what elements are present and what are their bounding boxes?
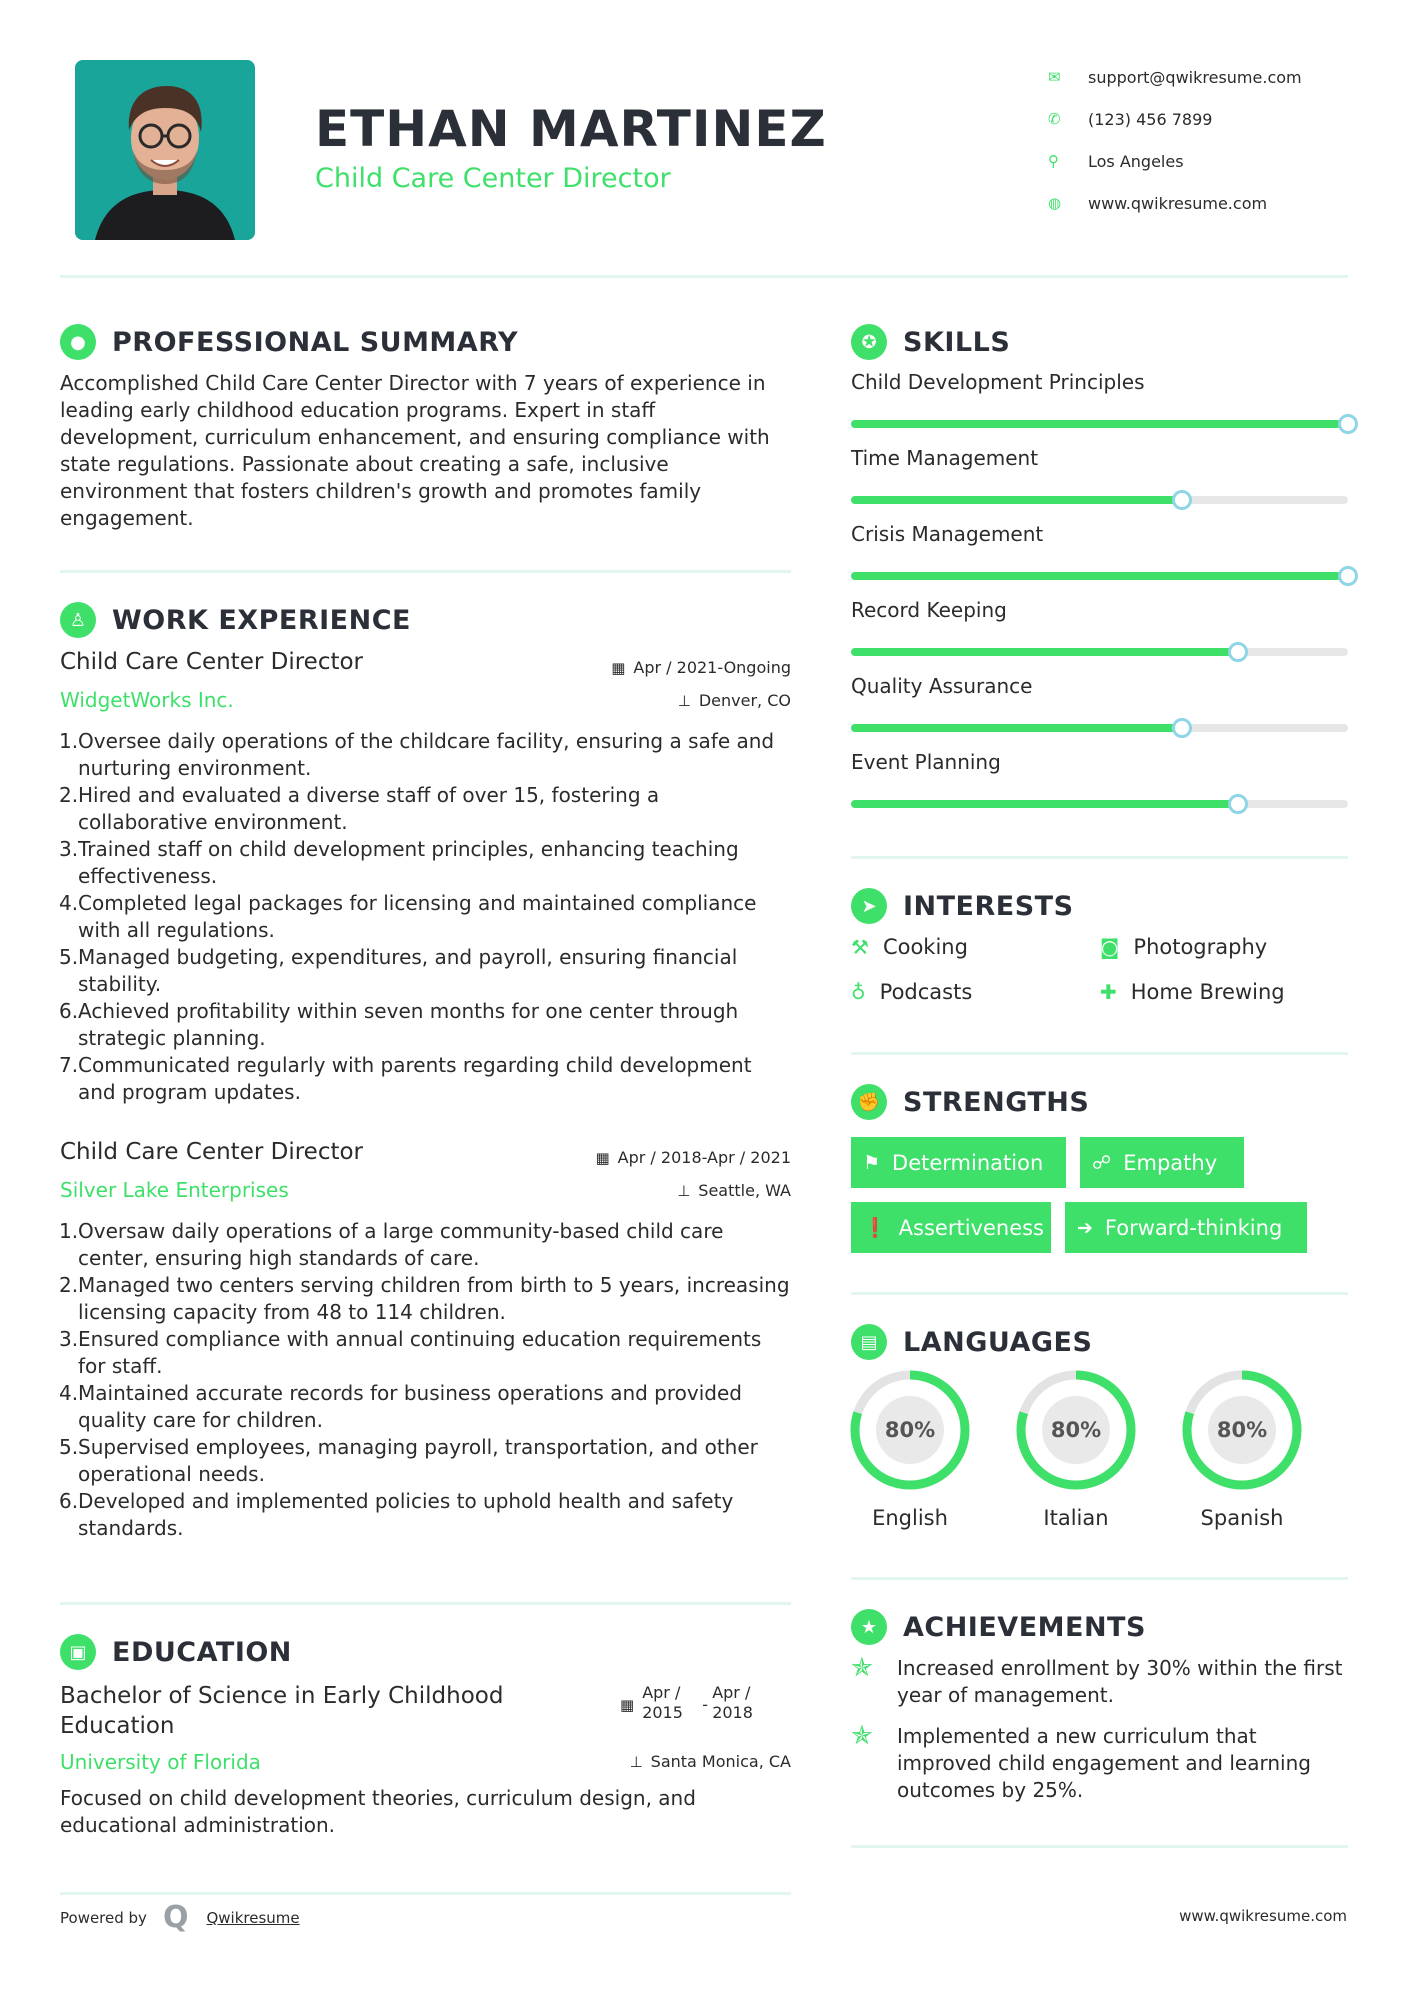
- skill-bar-fill: [851, 420, 1348, 428]
- job-1-bullets: [59, 728, 793, 1106]
- skill-bar-track: [851, 648, 1348, 656]
- education-date-start: Apr / 2015: [642, 1683, 683, 1722]
- skill-bar-fill: [851, 572, 1348, 580]
- arrow-right-icon: ➔: [1077, 1216, 1093, 1239]
- summary-text: Accomplished Child Care Center Director with 7 years of experience in leading early childhood education programs. Expert in staff development, curriculum enhancement, and ensuring compliance with state regulations. Passionate about creating a safe, inclusive environment that fosters children's growth and promotes family engagement.: [60, 371, 770, 530]
- candidate-name: ETHAN MARTINEZ: [315, 100, 827, 158]
- education-heading: [60, 1634, 292, 1670]
- fist-icon: ✊: [851, 1084, 887, 1120]
- education-heading-text: EDUCATION: [112, 1636, 292, 1668]
- language-name: English: [872, 1506, 948, 1530]
- languages-divider: [851, 1577, 1348, 1580]
- pin-icon: ⊥: [677, 692, 691, 710]
- strength-tag: ➔ Forward-thinking: [1065, 1202, 1307, 1253]
- strengths-heading-text: STRENGTHS: [903, 1086, 1090, 1118]
- job-1-location: [678, 691, 791, 710]
- achievements-divider: [851, 1845, 1348, 1848]
- footer-powered-by: [60, 1900, 300, 1935]
- achievements-heading-text: ACHIEVEMENTS: [903, 1611, 1146, 1643]
- language-item: [1180, 1368, 1304, 1530]
- job-1-title: Child Care Center Director: [60, 649, 364, 675]
- education-degree: Bachelor of Science in Early Childhood Education: [60, 1683, 504, 1739]
- phone-icon: ✆: [1048, 110, 1061, 128]
- calendar-icon: ▦: [620, 1696, 635, 1714]
- list-item: 6. Developed and implemented policies to uphold health and safety standards.: [59, 1489, 734, 1540]
- education-location-text: Santa Monica, CA: [650, 1752, 791, 1771]
- skills-divider: [851, 856, 1348, 859]
- utensils-icon: ⚒: [851, 935, 869, 959]
- interest-item: ⚒ Cooking: [851, 935, 968, 959]
- contact-phone-text: (123) 456 7899: [1088, 109, 1213, 129]
- envelope-icon: ✉: [1048, 68, 1061, 86]
- microphone-icon: ♁: [851, 980, 866, 1004]
- education-date-sep: -: [702, 1695, 708, 1714]
- summary-heading: [60, 324, 518, 360]
- profile-photo: [75, 60, 255, 240]
- skill-name: Child Development Principles: [851, 370, 1145, 394]
- education-location: [630, 1752, 791, 1771]
- interests-heading-text: INTERESTS: [903, 890, 1074, 922]
- list-item: 7. Communicated regularly with parents regarding child development and program updates.: [59, 1053, 752, 1104]
- exclamation-icon: ❗: [863, 1217, 887, 1239]
- skill-name: Quality Assurance: [851, 674, 1033, 698]
- work-heading: [60, 602, 411, 638]
- skill-bar-knob: [1172, 718, 1192, 738]
- work-heading-text: WORK EXPERIENCE: [112, 604, 411, 636]
- flag-icon: ⚑: [863, 1151, 881, 1174]
- contact-list: [1048, 56, 1302, 224]
- languages-heading-text: LANGUAGES: [903, 1326, 1093, 1358]
- paper-plane-icon: ➤: [851, 888, 887, 924]
- skill-item: [851, 370, 1348, 394]
- skill-item: [851, 598, 1348, 622]
- skill-item: [851, 446, 1348, 470]
- skill-bar-knob: [1228, 794, 1248, 814]
- list-item: 6. Achieved profitability within seven months for one center through strategic planning.: [59, 999, 739, 1050]
- list-item: 5. Supervised employees, managing payroll, transportation, and other operational needs.: [59, 1435, 758, 1486]
- globe-icon: ◍: [1048, 194, 1062, 212]
- calendar-icon: ▦: [595, 1149, 610, 1167]
- strengths-divider: [851, 1292, 1348, 1295]
- achievement-item: [851, 1655, 1348, 1709]
- list-item: 3. Trained staff on child development principles, enhancing teaching effectiveness.: [59, 837, 739, 888]
- contact-phone[interactable]: [1048, 98, 1302, 140]
- list-item: 1. Oversaw daily operations of a large community-based child care center, ensuring high standards of care.: [59, 1219, 724, 1270]
- job-2-location: [677, 1181, 791, 1200]
- languages-heading: [851, 1324, 1092, 1360]
- skill-bar-fill: [851, 648, 1238, 656]
- skill-bar-track: [851, 572, 1348, 580]
- skills-heading: [851, 324, 1010, 360]
- list-item: 4. Maintained accurate records for business operations and provided quality care for children.: [59, 1381, 742, 1432]
- skill-bar-knob: [1338, 566, 1358, 586]
- skill-bar-track: [851, 800, 1348, 808]
- job-2-bullets: [59, 1218, 793, 1542]
- strength-tag: ❗ Assertiveness: [851, 1202, 1051, 1253]
- contact-website[interactable]: [1048, 182, 1302, 224]
- language-name: Italian: [1043, 1506, 1109, 1530]
- job-1-company: WidgetWorks Inc.: [60, 688, 234, 712]
- education-text: Focused on child development theories, curriculum design, and educational administration.: [60, 1786, 696, 1837]
- avatar: [75, 60, 255, 240]
- work-divider: [60, 1602, 791, 1605]
- skill-bar-track: [851, 420, 1348, 428]
- interests-divider: [851, 1052, 1348, 1055]
- skill-bar-fill: [851, 724, 1182, 732]
- list-item: 2. Managed two centers serving children from birth to 5 years, increasing licensing capacity from 48 to 114 children.: [59, 1273, 790, 1324]
- skill-name: Time Management: [851, 446, 1039, 470]
- language-percent: 80%: [884, 1418, 936, 1442]
- summary-divider: [60, 570, 791, 573]
- skill-name: Event Planning: [851, 750, 1001, 774]
- powered-by-text: Powered by: [60, 1908, 147, 1927]
- education-dates: [620, 1683, 753, 1723]
- skill-bar-knob: [1338, 414, 1358, 434]
- skill-item: [851, 750, 1348, 774]
- contact-location: [1048, 140, 1302, 182]
- achievement-item: [851, 1723, 1348, 1804]
- skill-bar-fill: [851, 496, 1182, 504]
- education-date-end: Apr / 2018: [712, 1683, 753, 1722]
- achievements-heading: [851, 1609, 1146, 1645]
- interest-item: ◙ Photography: [1100, 935, 1268, 959]
- job-1-dates: [611, 658, 791, 677]
- skill-item: [851, 522, 1348, 546]
- strength-tag: ☍ Empathy: [1080, 1137, 1244, 1188]
- list-item: 1. Oversee daily operations of the childcare facility, ensuring a safe and nurturing environment.: [59, 729, 775, 780]
- candidate-title: Child Care Center Director: [315, 163, 671, 194]
- achievement-text: Increased enrollment by 30% within the first year of management.: [897, 1656, 1343, 1707]
- qwikresume-logo-icon: Q: [162, 1900, 189, 1935]
- interest-item: ♁ Podcasts: [851, 980, 973, 1004]
- job-2-dates: [595, 1148, 791, 1167]
- language-name: Spanish: [1200, 1506, 1284, 1530]
- language-item: [1014, 1368, 1138, 1530]
- camera-icon: ◙: [1100, 935, 1120, 959]
- puzzle-icon: ✚: [1100, 980, 1117, 1004]
- skill-name: Record Keeping: [851, 598, 1007, 622]
- skill-name: Crisis Management: [851, 522, 1044, 546]
- list-item: 2. Hired and evaluated a diverse staff of over 15, fostering a collaborative environment.: [59, 783, 660, 834]
- strength-tag: ⚑ Determination: [851, 1137, 1066, 1188]
- skill-bar-knob: [1172, 490, 1192, 510]
- calendar-icon: ▦: [611, 659, 626, 677]
- job-1-dates-text: Apr / 2021-Ongoing: [633, 658, 791, 677]
- skills-heading-text: SKILLS: [903, 326, 1011, 358]
- strengths-heading: [851, 1084, 1089, 1120]
- language-percent: 80%: [1050, 1418, 1102, 1442]
- pin-icon: ⊥: [629, 1753, 643, 1771]
- user-icon: ●: [60, 324, 96, 360]
- contact-location-text: Los Angeles: [1088, 151, 1184, 171]
- education-divider: [60, 1892, 791, 1895]
- skill-bar-knob: [1228, 642, 1248, 662]
- contact-website-text: www.qwikresume.com: [1088, 193, 1268, 213]
- graduation-icon: ▣: [60, 1634, 96, 1670]
- education-school: University of Florida: [60, 1750, 261, 1774]
- header-divider: [60, 275, 1348, 278]
- brand-link[interactable]: Qwikresume: [206, 1908, 300, 1927]
- job-2-title: Child Care Center Director: [60, 1139, 364, 1165]
- skill-bar-fill: [851, 800, 1238, 808]
- skill-bar-track: [851, 724, 1348, 732]
- star-icon: ✯: [851, 1653, 873, 1683]
- pin-icon: ⊥: [677, 1182, 691, 1200]
- language-item: [848, 1368, 972, 1530]
- job-1-location-text: Denver, CO: [698, 691, 791, 710]
- star-badge-icon: ★: [851, 1609, 887, 1645]
- list-item: 4. Completed legal packages for licensing and maintained compliance with all regulations.: [59, 891, 757, 942]
- job-2-dates-text: Apr / 2018-Apr / 2021: [617, 1148, 791, 1167]
- list-item: 3. Ensured compliance with annual continuing education requirements for staff.: [59, 1327, 762, 1378]
- interests-heading: [851, 888, 1074, 924]
- star-icon: ✯: [851, 1721, 873, 1751]
- job-2-location-text: Seattle, WA: [698, 1181, 791, 1200]
- skill-bar-track: [851, 496, 1348, 504]
- interest-item: ✚ Home Brewing: [1100, 980, 1285, 1004]
- id-card-icon: ▤: [851, 1324, 887, 1360]
- handshake-icon: ☍: [1092, 1151, 1112, 1174]
- footer-website[interactable]: www.qwikresume.com: [1179, 1907, 1347, 1925]
- contact-email[interactable]: [1048, 56, 1302, 98]
- lightbulb-icon: ✪: [851, 324, 887, 360]
- contact-email-text: support@qwikresume.com: [1088, 67, 1302, 87]
- achievement-text: Implemented a new curriculum that improved child engagement and learning outcomes by 25%.: [897, 1724, 1311, 1802]
- location-pin-icon: ⚲: [1048, 152, 1059, 170]
- job-2-company: Silver Lake Enterprises: [60, 1178, 289, 1202]
- language-percent: 80%: [1216, 1418, 1268, 1442]
- skill-item: [851, 674, 1348, 698]
- briefcase-icon: ♙: [60, 602, 96, 638]
- list-item: 5. Managed budgeting, expenditures, and payroll, ensuring financial stability.: [59, 945, 738, 996]
- summary-heading-text: PROFESSIONAL SUMMARY: [112, 326, 519, 358]
